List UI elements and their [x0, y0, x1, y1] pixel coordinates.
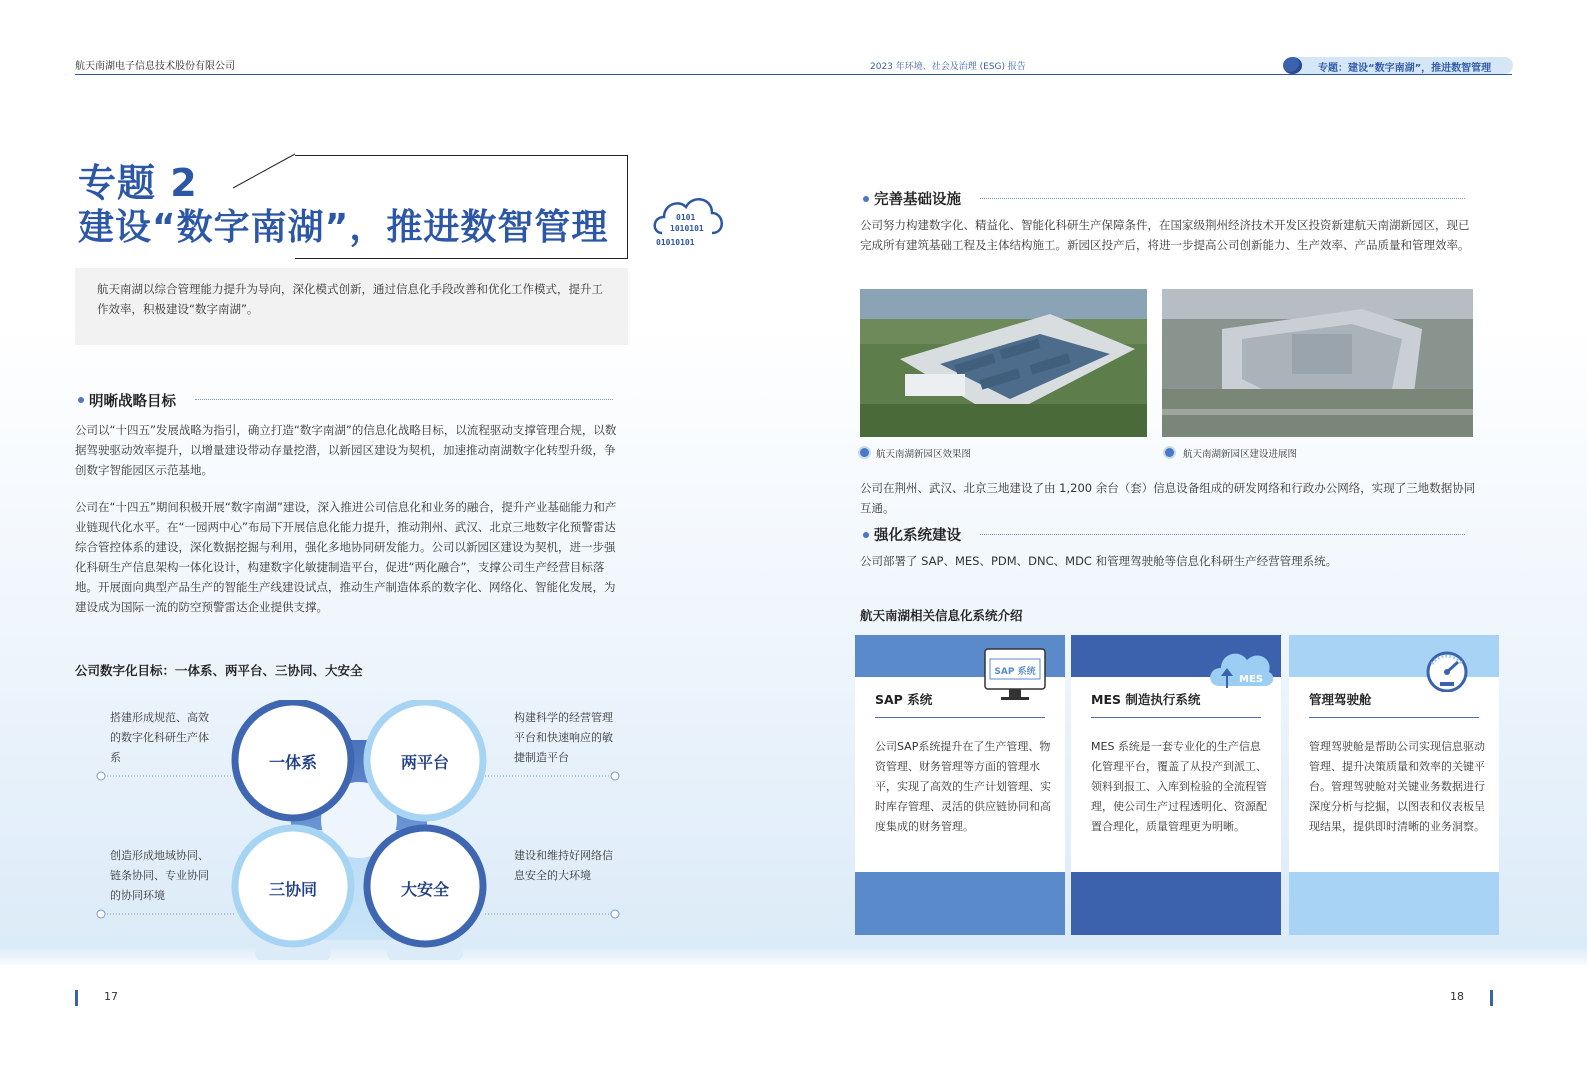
topic-circle-icon [1283, 57, 1302, 74]
page-marker-right [1490, 990, 1493, 1006]
infra-heading: 完善基础设施 [874, 192, 961, 208]
systems-heading: 强化系统建设 [874, 528, 961, 544]
goal-desc-security: 建设和维持好网络信息安全的大环境 [514, 849, 613, 882]
mes-cloud-label: MES [1239, 674, 1263, 685]
card-content [1289, 677, 1499, 872]
card-title: SAP 系统 [875, 692, 933, 707]
topic-label: 专题：建设“数字南湖”，推进数智管理 [1318, 63, 1492, 74]
card-content [855, 677, 1065, 872]
section-bullet [863, 196, 869, 202]
page-title: 建设“数字南湖”，推进数智管理 [78, 207, 609, 248]
monitor-label: SAP 系统 [994, 667, 1036, 677]
card-body: 公司SAP系统提升在了生产管理、物资管理、财务管理等方面的管理水平，实现了高效的生产计划管理、实时库存管理、灵活的供应链协同和高度集成的财务管理。 [875, 740, 1051, 833]
caption-bullet [1165, 448, 1174, 457]
photo-caption-construction: 航天南湖新园区建设进展图 [1183, 449, 1298, 460]
header-rule [75, 74, 1512, 75]
section-number: 专题 2 [78, 161, 198, 205]
page-number-right: 18 [1450, 990, 1464, 1003]
strategy-para-1: 公司以“十四五”发展战略为指引，确立打造“数字南湖”的信息化战略目标，以流程驱动支撑管理合规，以数据驾驶驱动效率提升，以增量建设带动存量挖潜，以新园区建设为契机，加速推动南湖数字化转型升级，争创数字智能园区示范基地。 [75, 423, 617, 477]
section-bullet [78, 397, 84, 403]
park-rendering-photo [860, 289, 1147, 437]
icon-bits-1: 0101 [676, 213, 696, 222]
park-construction-photo [1162, 289, 1473, 437]
goal-node-synergy: 三协同 [268, 880, 317, 899]
systems-intro-heading: 航天南湖相关信息化系统介绍 [860, 608, 1023, 623]
card-rule [875, 717, 1045, 718]
strategy-heading: 明晰战略目标 [89, 394, 176, 410]
goal-node-platforms: 两平台 [400, 753, 449, 772]
section-bullet [863, 532, 869, 538]
section-rule [980, 198, 1465, 199]
goals-title: 公司数字化目标：一体系、两平台、三协同、大安全 [75, 663, 363, 678]
title-slant-line [233, 153, 303, 189]
page-marker-left [75, 990, 78, 1006]
section-rule [195, 399, 613, 400]
page-number-left: 17 [104, 990, 118, 1003]
goal-node-system: 一体系 [268, 753, 317, 772]
photo-caption-rendering: 航天南湖新园区效果图 [876, 449, 972, 460]
icon-bits-2: 1010101 [670, 224, 704, 233]
card-body: MES 系统是一套专业化的生产信息化管理平台，覆盖了从投产到派工、领料到报工、入库到检验的全流程管理，使公司生产过程透明化、资源配置合理化，质量管理更为明晰。 [1091, 740, 1267, 833]
infra-para: 公司努力构建数字化、精益化、智能化科研生产保障条件，在国家级荆州经济技术开发区投资新建航天南湖新园区，现已完成所有建筑基础工程及主体结构施工。新园区投产后，将进一步提高公司创新能力、生产效率、产品质量和管理效率。 [860, 218, 1470, 252]
card-footer-band [855, 872, 1065, 935]
goal-desc-system: 搭建形成规范、高效的数字化科研生产体系 [110, 711, 209, 764]
section-rule [980, 534, 1465, 535]
caption-bullet [860, 448, 869, 457]
report-title: 2023 年环境、社会及治理 (ESG) 报告 [870, 62, 1026, 72]
systems-para: 公司部署了 SAP、MES、PDM、DNC、MDC 和管理驾驶舱等信息化科研生产经营管理系统。 [860, 554, 1338, 568]
goal-desc-synergy: 创造形成地域协同、链条协同、专业协同的协同环境 [110, 849, 209, 902]
network-para: 公司在荆州、武汉、北京三地建设了由 1,200 余台（套）信息设备组成的研发网络和行政办公网络，实现了三地数据协同互通。 [860, 481, 1476, 515]
card-footer-band [1071, 872, 1281, 935]
strategy-para-2: 公司在“十四五”期间积极开展“数字南湖”建设，深入推进公司信息化和业务的融合，提升产业基础能力和产业链现代化水平。在“一园两中心”布局下开展信息化能力提升，推动荆州、武汉、北京三地数字化预警雷达综合管控体系的建设，深化数据挖掘与利用，强化多地协同研发能力。公司以新园区建设为契机，进一步强化科研生产信息架构一体化设计，构建数字化敏捷制造平台，促进“两化融合”，支撑公司生产经营目标落地。开展面向典型产品生产的智能生产线建设试点，推动生产制造体系的数字化、网络化、智能化发展，为建设成为国际一流的防空预警雷达企业提供支撑。 [75, 500, 617, 614]
intro-box: 航天南湖以综合管理能力提升为导向，深化模式创新，通过信息化手段改善和优化工作模式，提升工作效率，积极建设“数字南湖”。 [75, 268, 628, 345]
mes-cloud-icon [1207, 646, 1275, 692]
binary-cloud-icon [652, 185, 727, 255]
card-content [1071, 677, 1281, 872]
gauge-icon [1418, 644, 1476, 692]
goal-desc-platforms: 构建科学的经营管理平台和快速响应的敏捷制造平台 [514, 711, 613, 764]
company-name: 航天南湖电子信息技术股份有限公司 [75, 61, 235, 72]
goal-node-security: 大安全 [400, 880, 449, 899]
card-rule [1091, 717, 1261, 718]
card-rule [1309, 717, 1479, 718]
card-title: MES 制造执行系统 [1091, 692, 1201, 707]
icon-bits-3: 01010101 [656, 238, 695, 247]
monitor-icon [983, 647, 1048, 705]
card-title: 管理驾驶舱 [1309, 692, 1372, 707]
card-footer-band [1289, 872, 1499, 935]
card-body: 管理驾驶舱是帮助公司实现信息驱动管理、提升决策质量和效率的关键平台。管理驾驶舱对关键业务数据进行深度分析与挖掘，以图表和仪表板呈现结果，提供即时清晰的业务洞察。 [1309, 740, 1485, 833]
footer-area [0, 965, 1587, 1077]
